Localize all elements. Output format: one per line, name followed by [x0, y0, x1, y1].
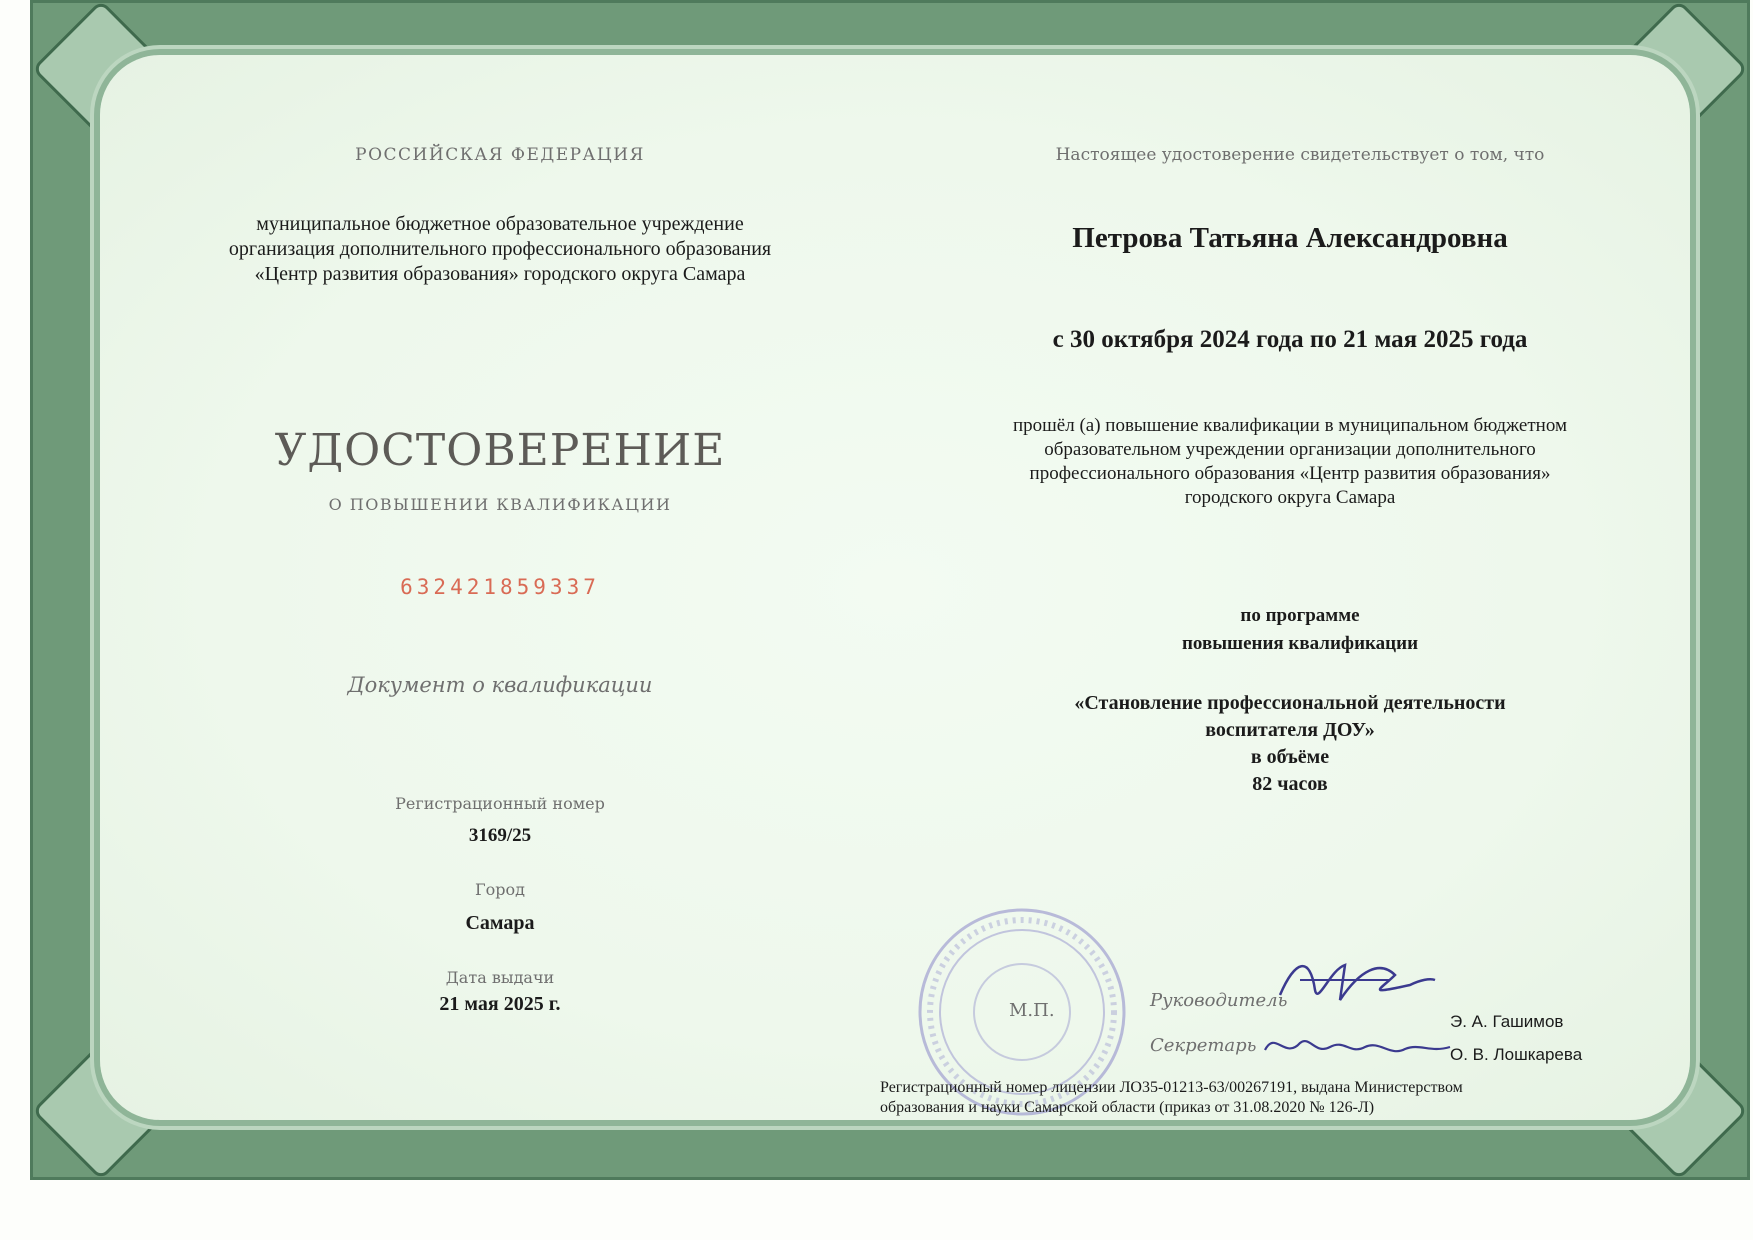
description-line: образовательном учреждении организации дополнительного	[1044, 439, 1536, 460]
program-title	[900, 690, 1680, 798]
program-line: по программе	[1240, 605, 1360, 626]
issuer-organization	[120, 212, 880, 287]
serial-number: 632421859337	[400, 575, 600, 599]
organization-line: муниципальное бюджетное образовательное учреждение	[256, 213, 744, 235]
issue-date-label: Дата выдачи	[445, 968, 555, 987]
issue-date-value: 21 мая 2025 г.	[439, 993, 561, 1015]
training-description	[900, 414, 1680, 510]
training-period: с 30 октября 2024 года по 21 мая 2025 года	[1052, 326, 1528, 353]
program-title-line: «Становление профессиональной деятельности	[1074, 692, 1506, 714]
secretary-label: Секретарь	[1150, 1035, 1257, 1056]
country-heading: РОССИЙСКАЯ ФЕДЕРАЦИЯ	[355, 145, 645, 165]
description-line: прошёл (а) повышение квалификации в муниципальном бюджетном	[1012, 415, 1567, 436]
license-line: Регистрационный номер лицензии ЛО35-01213-63/00267191, выдана Министерством	[880, 1079, 1463, 1096]
head-label: Руководитель	[1150, 990, 1288, 1011]
organization-line: организация дополнительного профессионального образования	[228, 238, 772, 260]
secretary-name: О. В. Лошкарева	[1450, 1045, 1583, 1064]
description-line: городского округа Самара	[1184, 487, 1396, 508]
document-subtitle: О ПОВЫШЕНИИ КВАЛИФИКАЦИИ	[328, 495, 672, 514]
registration-number: 3169/25	[468, 825, 532, 846]
seal-placeholder-label: М.П.	[1009, 1000, 1055, 1021]
registration-label: Регистрационный номер	[395, 794, 605, 813]
secretary-signature-icon	[1255, 1025, 1455, 1065]
license-info	[880, 1078, 1700, 1118]
license-line: образования и науки Самарской области (приказ от 31.08.2020 № 126-Л)	[880, 1099, 1375, 1116]
organization-line: «Центр развития образования» городского округа Самара	[254, 263, 746, 285]
program-line: повышения квалификации	[1181, 633, 1419, 654]
decorative-guilloche-frame	[30, 0, 1750, 1180]
city-label: Город	[475, 880, 525, 899]
head-signature-icon	[1270, 950, 1440, 1020]
program-title-line: в объёме	[1250, 746, 1330, 768]
head-name: Э. А. Гашимов	[1450, 1012, 1564, 1031]
description-line: профессионального образования «Центр развития образования»	[1029, 463, 1551, 484]
document-title: УДОСТОВЕРЕНИЕ	[274, 425, 726, 476]
program-title-line: воспитателя ДОУ»	[1205, 719, 1375, 741]
program-heading	[950, 602, 1650, 658]
document-type: Документ о квалификации	[347, 673, 653, 697]
recipient-name: Петрова Татьяна Александровна	[1072, 222, 1508, 254]
program-title-line: 82 часов	[1252, 773, 1328, 795]
city-value: Самара	[465, 912, 535, 934]
intro-statement: Настоящее удостоверение свидетельствует о том, что	[1055, 145, 1545, 165]
